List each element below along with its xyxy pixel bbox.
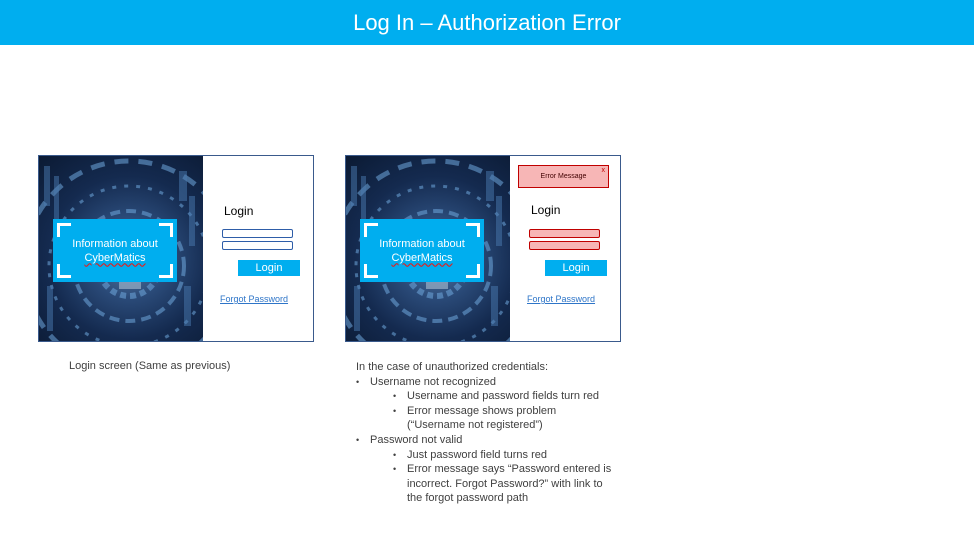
login-heading: Login xyxy=(224,204,254,218)
list-item xyxy=(356,433,656,448)
hero-image xyxy=(346,156,510,341)
hero-image xyxy=(39,156,203,341)
forgot-password-link[interactable]: Forgot Password xyxy=(527,294,596,304)
info-banner-company: CyberMatics xyxy=(391,251,453,264)
username-field[interactable] xyxy=(529,229,600,238)
left-caption: Login screen (Same as previous) xyxy=(69,360,231,372)
bullet-icon: • xyxy=(393,405,397,416)
bullet-icon: • xyxy=(356,376,360,387)
list-item-continuation: incorrect. Forgot Password?” with link to xyxy=(407,477,603,490)
frame-corner-icon xyxy=(364,223,378,237)
error-message-box xyxy=(518,165,609,188)
frame-corner-icon xyxy=(466,223,480,237)
error-notes xyxy=(356,360,656,506)
bullet-icon: • xyxy=(393,464,397,475)
close-icon[interactable]: x xyxy=(601,167,605,174)
list-item xyxy=(356,389,656,404)
username-field[interactable] xyxy=(222,229,293,238)
list-item xyxy=(356,375,656,390)
bullet-icon: • xyxy=(356,434,360,445)
slide-title: Log In – Authorization Error xyxy=(353,9,621,35)
list-item-text: Just password field turns red xyxy=(407,448,548,461)
info-banner-line1: Information about xyxy=(72,237,158,250)
list-item xyxy=(356,404,656,419)
notes-intro: In the case of unauthorized credentials: xyxy=(356,361,549,373)
info-banner[interactable] xyxy=(360,219,484,282)
login-heading: Login xyxy=(531,203,561,217)
error-message-text: Error Message xyxy=(540,173,587,180)
forgot-password-link[interactable]: Forgot Password xyxy=(220,294,289,304)
frame-corner-icon xyxy=(57,264,71,278)
password-field[interactable] xyxy=(529,241,600,250)
login-button[interactable]: Login xyxy=(238,260,300,276)
login-mockup-error xyxy=(345,155,621,342)
frame-corner-icon xyxy=(57,223,71,237)
info-banner[interactable] xyxy=(53,219,177,282)
list-item xyxy=(356,462,656,477)
info-banner-line1: Information about xyxy=(379,237,465,250)
list-item-continuation: (“Username not registered”) xyxy=(407,419,543,432)
frame-corner-icon xyxy=(159,223,173,237)
frame-corner-icon xyxy=(364,264,378,278)
login-mockup-normal xyxy=(38,155,314,342)
list-item-continuation: the forgot password path xyxy=(407,492,529,505)
list-item-text: Username and password fields turn red xyxy=(407,390,599,403)
list-item xyxy=(356,448,656,463)
list-item-text: Error message shows problem xyxy=(407,404,557,417)
list-item-text: Error message says “Password entered is xyxy=(407,463,612,476)
bullet-icon: • xyxy=(393,391,397,402)
password-field[interactable] xyxy=(222,241,293,250)
bullet-icon: • xyxy=(393,449,397,460)
slide-title-bar xyxy=(0,0,974,45)
frame-corner-icon xyxy=(159,264,173,278)
list-item-text: Password not valid xyxy=(370,433,463,446)
frame-corner-icon xyxy=(466,264,480,278)
login-button[interactable]: Login xyxy=(545,260,607,276)
list-item-text: Username not recognized xyxy=(370,375,496,388)
info-banner-company: CyberMatics xyxy=(84,251,146,264)
